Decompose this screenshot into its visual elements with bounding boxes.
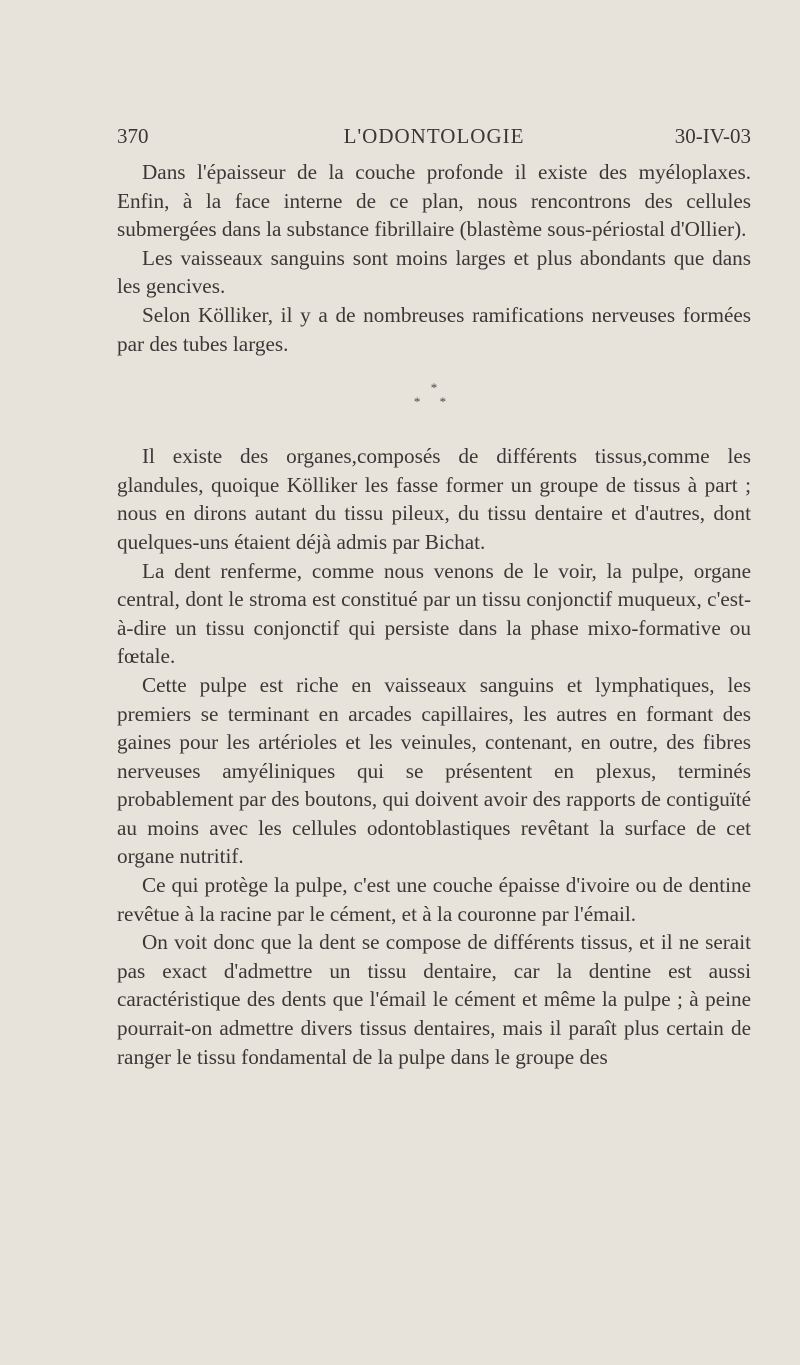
- paragraph: Il existe des organes,composés de différents tissus,comme les glandules, quoique Kölliker les fasse former un groupe de tissus à part ; nous en dirons autant du tissu pileux, du tissu dentaire et d'autres, dont quelques-uns étaient déjà admis par Bichat.: [117, 444, 751, 554]
- paragraph: Ce qui protège la pulpe, c'est une couche épaisse d'ivoire ou de dentine revêtue à la racine par le cément, et à la couronne par l'émail.: [117, 873, 751, 926]
- separator-star-top: *: [430, 380, 438, 396]
- section-separator: [117, 358, 751, 442]
- running-header: [117, 124, 751, 152]
- body-text: [117, 158, 751, 1071]
- running-title: L'ODONTOLOGIE: [343, 124, 525, 148]
- separator-stars-bottom: * *: [413, 394, 455, 410]
- issue-date: 30-IV-03: [674, 124, 751, 148]
- page-number: 370: [117, 124, 149, 148]
- paragraph: La dent renferme, comme nous venons de le voir, la pulpe, organe central, dont le stroma est constitué par un tissu conjonctif muqueux, c'est-à-dire un tissu conjonctif qui persiste dans la phase mixo-formative ou fœtale.: [117, 558, 751, 669]
- paragraph: Dans l'épaisseur de la couche profonde il existe des myéloplaxes. Enfin, à la face interne de ce plan, nous rencontrons des cellules submergées dans la substance fibrillaire (blastème sous-périostal d'Ollier).: [117, 160, 751, 242]
- paragraph: Selon Kölliker, il y a de nombreuses ramifications nerveuses formées par des tubes larges.: [117, 302, 751, 356]
- paragraph: Les vaisseaux sanguins sont moins larges et plus abondants que dans les gencives.: [117, 245, 751, 299]
- paragraph: Cette pulpe est riche en vaisseaux sanguins et lymphatiques, les premiers se terminant en arcades capillaires, les autres en formant des gaines pour les artérioles et les veinules, contenant, en outre, des fibres nerveuses amyéliniques qui se présentent en plexus, terminés probablement par des boutons, qui doivent avoir des rapports de contiguïté au moins avec les cellules odontoblastiques revêtant la surface de cet organe nutritif.: [117, 672, 751, 869]
- paragraph: On voit donc que la dent se compose de différents tissus, et il ne serait pas exact d'admettre un tissu dentaire, car la dentine est aussi caractéristique des dents que l'émail le cément et même la pulpe ; à peine pourrait-on admettre divers tissus dentaires, mais il paraît plus certain de ranger le tissu fondamental de la pulpe dans le groupe des: [117, 930, 751, 1069]
